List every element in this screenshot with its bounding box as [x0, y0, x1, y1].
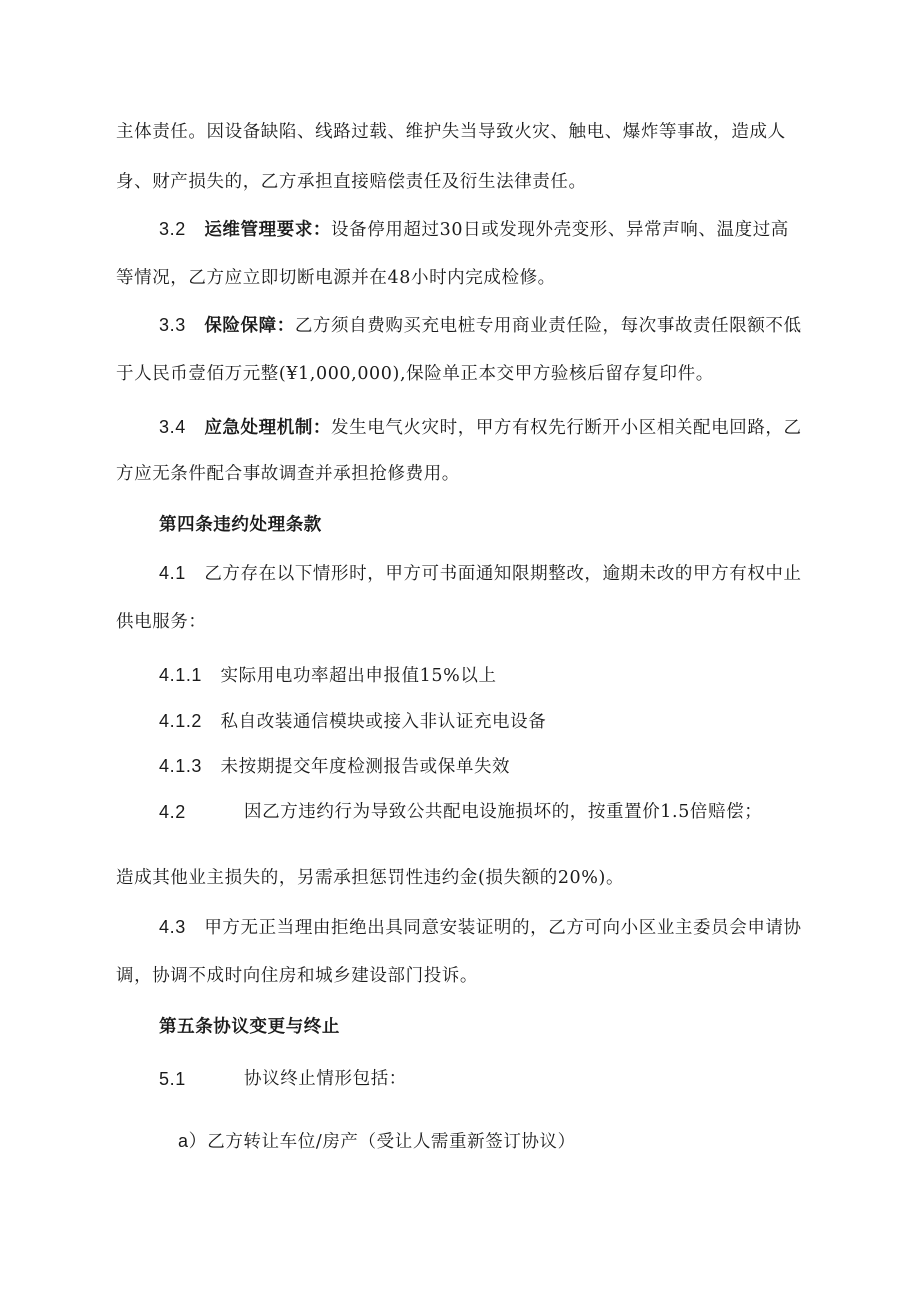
- clause-number: 4.3: [159, 917, 186, 937]
- clause-number: 4.1.2: [159, 711, 203, 731]
- clause-text: 未按期提交年度检测报告或保单失效: [220, 757, 511, 777]
- paragraph-line: 供电服务：: [116, 612, 207, 632]
- clause-text: 私自改装通信模块或接入非认证充电设备: [220, 712, 547, 732]
- clause-text: 甲方无正当理由拒绝出具同意安装证明的，乙方可向小区业主委员会申请协: [204, 918, 802, 938]
- clause-title: 应急处理机制：: [204, 418, 332, 438]
- clause-number: 4.2: [159, 802, 186, 822]
- section-heading: 第五条协议变更与终止: [159, 1017, 340, 1037]
- clause-4-3: [159, 915, 802, 940]
- clause-text: 发生电气火灾时，甲方有权先行断开小区相关配电回路，乙: [331, 418, 802, 438]
- clause-number: 4.1.1: [159, 665, 203, 685]
- paragraph-line: 方应无条件配合事故调查并承担抢修费用。: [116, 464, 460, 484]
- clause-3-3: [159, 313, 802, 338]
- clause-text: 因乙方违约行为导致公共配电设施损坏的，按重置价1.5倍赔偿；: [244, 802, 763, 822]
- sub-clause-4-1-1: [159, 663, 497, 688]
- paragraph-line: 造成其他业主损失的，另需承担惩罚性违约金(损失额的20%)。: [116, 868, 625, 888]
- paragraph-line: 身、财产损失的，乙方承担直接赔偿责任及衍生法律责任。: [116, 172, 587, 192]
- clause-4-1: [159, 561, 802, 586]
- clause-text: 乙方须自费购买充电桩专用商业责任险，每次事故责任限额不低: [294, 316, 802, 336]
- clause-number: 3.3: [159, 315, 186, 335]
- clause-text: 乙方存在以下情形时，甲方可书面通知限期整改，逾期未改的甲方有权中止: [204, 564, 802, 584]
- sub-clause-4-1-3: [159, 754, 510, 779]
- clause-number: 5.1: [159, 1069, 186, 1089]
- paragraph-line: 于人民币壹佰万元整(¥1,000,000),保险单正本交甲方验核后留存复印件。: [116, 364, 714, 384]
- paragraph-line: 调，协调不成时向住房和城乡建设部门投诉。: [116, 966, 478, 986]
- section-heading: 第四条违约处理条款: [159, 515, 322, 535]
- clause-4-2: [159, 800, 186, 825]
- clause-text: 协议终止情形包括：: [244, 1069, 407, 1089]
- clause-title: 保险保障：: [204, 316, 295, 336]
- list-marker: a）: [178, 1131, 208, 1151]
- clause-number: 4.1.3: [159, 756, 203, 776]
- sub-clause-4-1-2: [159, 709, 546, 734]
- clause-title: 运维管理要求：: [204, 220, 332, 240]
- clause-3-4: [159, 415, 802, 440]
- list-item-text: 乙方转让车位/房产（受让人需重新签订协议）: [207, 1132, 576, 1152]
- clause-5-1: [159, 1067, 186, 1092]
- clause-number: 4.1: [159, 563, 186, 583]
- clause-number: 3.2: [159, 219, 186, 239]
- paragraph-line: 等情况，乙方应立即切断电源并在48小时内完成检修。: [116, 268, 556, 288]
- clause-number: 3.4: [159, 417, 186, 437]
- list-item-a: [178, 1129, 576, 1154]
- clause-text: 设备停用超过30日或发现外壳变形、异常声响、温度过高: [331, 220, 789, 240]
- clause-3-2: [159, 217, 789, 242]
- clause-text: 实际用电功率超出申报值15%以上: [220, 666, 497, 686]
- paragraph-line: 主体责任。因设备缺陷、线路过载、维护失当导致火灾、触电、爆炸等事故，造成人: [116, 122, 786, 142]
